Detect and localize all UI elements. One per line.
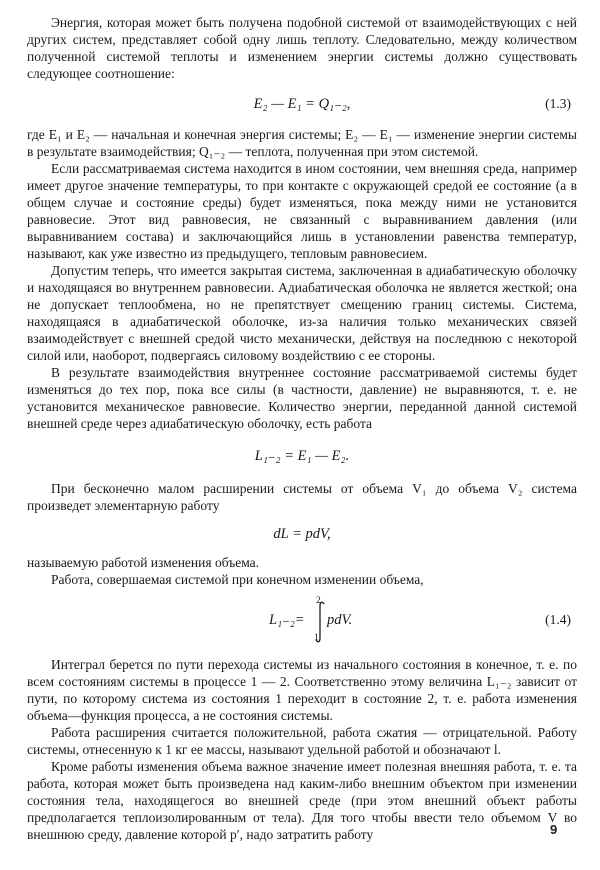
equation-dl-body: dL = pdV,	[273, 526, 331, 542]
page-number: 9	[550, 822, 558, 837]
paragraph-10: Работа расширения считается положительной, работа сжатия — отрицательной. Работу системы, отнесенную к 1 кг ее массы, называют удельной работой и обозначают l.	[27, 725, 577, 757]
paragraph-3: Если рассматриваемая система находится в ином состоянии, чем внешняя среда, например имеет другое значение температуры, то при контакте с окружающей средой ее состояние (а в общем случае и состояние среды) будет изменяться, пока между ними не установится равновесие. Этот вид равновесия, не связанный с выравниванием давления (или выравниванием состава) и заключающийся лишь в установлении равенства температур, называют, как уже известно из предыдущего, тепловым равновесием.	[27, 161, 577, 261]
paragraph-6: При бесконечно малом расширении системы от объема V₁ до объема V₂ система произведет элементарную работу	[27, 481, 577, 513]
equation-work-body: L₁₋₂ = E₁ — E₂.	[254, 448, 350, 464]
page-content	[27, 14, 577, 843]
paragraph-1: Энергия, которая может быть получена подобной системой от взаимодействующих с ней других систем, представляет собой одну лишь теплоту. Следовательно, между количеством полученной системой теплоты и изменением энергии системы должно существовать следующее соотношение:	[27, 15, 577, 81]
paragraph-4: Допустим теперь, что имеется закрытая система, заключенная в адиабатическую оболочку и находящаяся во внутреннем равновесии. Адиабатическая оболочка не является жесткой; она не допускает теплообмена, но не препятствует смещению границ системы. Система, находящаяся в адиабатической оболочке, из-за наличия только механических связей взаимодействует с внешней средой чисто механически, действуя на последнюю с некоторой силой или, наоборот, подвергаясь силовому воздействию с ее стороны.	[27, 263, 577, 363]
integral-upper-limit: 2	[316, 596, 321, 606]
equation-1-4-rhs: pdV.	[327, 612, 353, 628]
paragraph-11: Кроме работы изменения объема важное значение имеет полезная внешняя работа, т. е. та работа, которая может быть произведена над каким-либо внешним объектом при изменении состояния тела, находящегося во внешней среде (при этом внешний объект работы предполагается теплоизолированным от тела). Для того чтобы ввести тело объемом V во внешнюю среду, давление которой p′, надо затратить работу	[27, 759, 577, 842]
equation-1-3-body: E₂ — E₁ = Q₁₋₂,	[253, 96, 351, 112]
paragraph-7: называемую работой изменения объема.	[27, 555, 260, 570]
equation-1-3	[27, 92, 577, 116]
paragraph-9: Интеграл берется по пути перехода системы из начального состояния в конечное, т. е. по всем состояниям системы в процессе 1 — 2. Соответственно этому величина L₁₋₂ зависит от пути, по которому система из состояния 1 переходит в состояние 2, т. е. работа изменения объема—функция процесса, а не состояния системы.	[27, 657, 577, 723]
paragraph-5: В результате взаимодействия внутреннее состояние рассматриваемой системы будет изменяться до тех пор, пока все силы (в частности, давление) не выравняются, т. е. не установится механическое равновесие. Количество энергии, переданной данной системой внешней среде через адиабатическую оболочку, есть работа	[27, 365, 577, 431]
integral-lower-limit: 1	[314, 633, 319, 643]
equation-1-4-lhs: L₁₋₂=	[269, 612, 305, 628]
equation-work	[27, 444, 577, 468]
equation-dl	[27, 522, 577, 546]
equation-number-1-4: (1.4)	[545, 612, 571, 627]
paragraph-2: где E₁ и E₂ — начальная и конечная энергия системы; E₂ — E₁ — изменение энергии системы в результате взаимодействия; Q₁₋₂ — теплота, полученная при этом системой.	[27, 127, 577, 159]
paragraph-8: Работа, совершаемая системой при конечном изменении объема,	[51, 572, 424, 587]
equation-number-1-3: (1.3)	[545, 96, 571, 111]
equation-1-4	[27, 596, 577, 644]
